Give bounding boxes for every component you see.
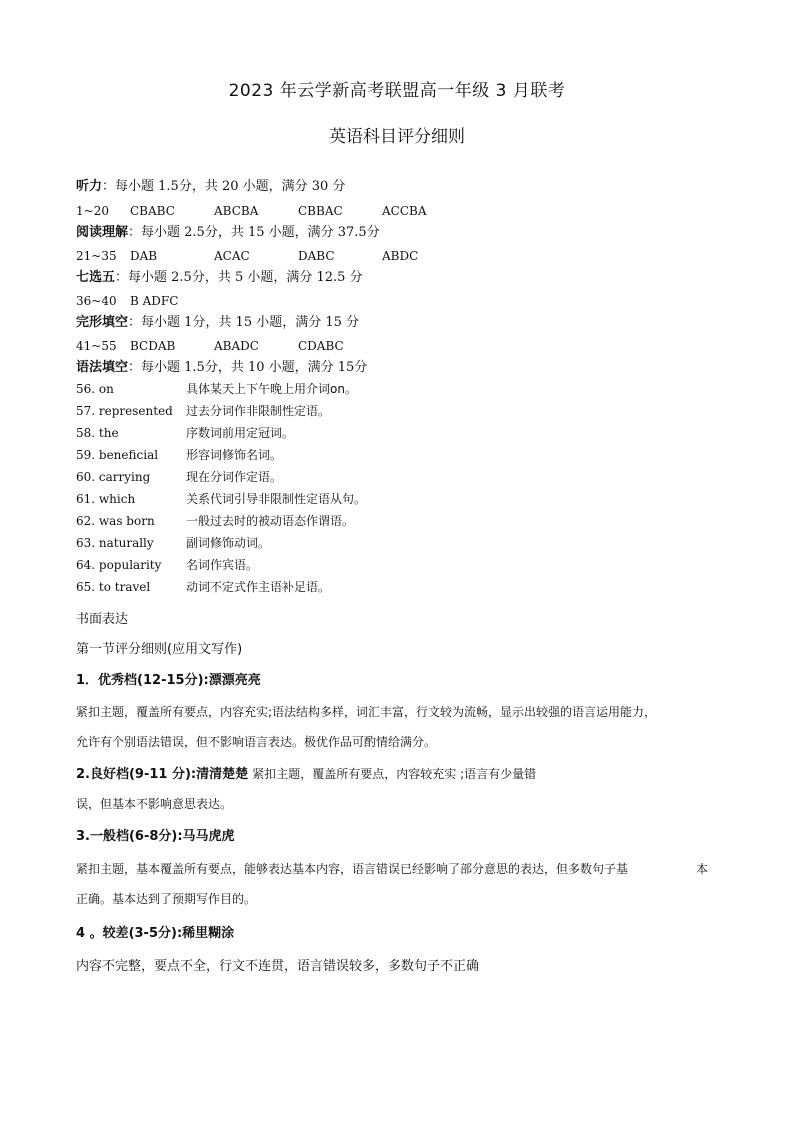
grammar-explanation: 形容词修饰名词。 (186, 448, 283, 462)
answer-group: CBBAC (298, 204, 343, 218)
level1-heading: 1．优秀档(12-15分):漂漂亮亮 (76, 673, 261, 688)
answer-group: CBABC (130, 204, 175, 218)
grammar-answer: 62. was born (76, 514, 155, 528)
grammar-answer: 58. the (76, 426, 119, 440)
grammar-explanation: 序数词前用定冠词。 (186, 426, 295, 440)
listening-desc: ：每小题 1.5分，共 20 小题，满分 30 分 (102, 179, 346, 194)
answer-group: ABDC (382, 249, 419, 263)
level1-text: 允许有个别语法错误，但不影响语言表达。极优作品可酌情给满分。 (76, 735, 437, 749)
writing-heading: 书面表达 (76, 612, 129, 627)
level3-text: 本 (696, 862, 709, 876)
level2-text: 误，但基本不影响意思表达。 (76, 797, 233, 811)
answer-group: DABC (298, 249, 335, 263)
level3-text: 正确。基本达到了预期写作目的。 (76, 892, 257, 906)
answer-group: BCDAB (130, 339, 176, 353)
level4-heading: 4 。较差(3-5分):稀里糊涂 (76, 926, 235, 941)
grammar-explanation: 具体某天上下午晚上用介词on。 (186, 382, 357, 396)
level2-heading: 2.良好档(9-11 分):清清楚楚 (76, 767, 249, 782)
grammar-label: 语法填空 (76, 360, 129, 375)
writing-section-title: 第一节评分细则(应用文写作) (76, 642, 243, 657)
cloze-desc: ：每小题 1分，共 15 小题，满分 15 分 (128, 315, 360, 330)
cloze-heading (76, 314, 359, 332)
answer-group: ACCBA (382, 204, 427, 218)
cloze-label: 完形填空 (76, 315, 129, 330)
reading-label: 阅读理解 (76, 225, 129, 240)
grammar-explanation: 过去分词作非限制性定语。 (186, 404, 331, 418)
level4-text: 内容不完整，要点不全，行文不连贯，语言错误较多，多数句子不正确 (76, 959, 480, 974)
answer-range: 36~40 (76, 294, 117, 308)
seven-desc: ：每小题 2.5分，共 5 小题，满分 12.5 分 (115, 270, 363, 285)
level2-heading-row (76, 765, 536, 784)
grammar-explanation: 动词不定式作主语补足语。 (186, 580, 331, 594)
answer-range: 41~55 (76, 339, 117, 353)
grammar-answer: 63. naturally (76, 536, 154, 550)
grammar-explanation: 一般过去时的被动语态作谓语。 (186, 514, 355, 528)
grammar-explanation: 现在分词作定语。 (186, 470, 283, 484)
reading-desc: ：每小题 2.5分，共 15 小题，满分 37.5分 (128, 225, 380, 240)
grammar-heading (76, 359, 367, 377)
answer-group: ABCBA (214, 204, 259, 218)
level3-text: 紧扣主题，基本覆盖所有要点，能够表达基本内容，语言错误已经影响了部分意思的表达，但多数句子基 (76, 862, 629, 876)
grammar-explanation: 副词修饰动词。 (186, 536, 271, 550)
level3-heading: 3.一般档(6-8分):马马虎虎 (76, 829, 235, 844)
reading-heading (76, 224, 380, 242)
listening-heading (76, 178, 345, 196)
listening-label: 听力 (76, 179, 103, 194)
grammar-answer: 60. carrying (76, 470, 151, 484)
page-title: 2023 年云学新高考联盟高一年级 3 月联考 (228, 81, 566, 101)
page-subtitle: 英语科目评分细则 (329, 127, 465, 147)
grammar-answer: 65. to travel (76, 580, 151, 594)
grammar-answer: 56. on (76, 382, 114, 396)
grammar-explanation: 关系代词引导非限制性定语从句。 (186, 492, 367, 506)
grammar-explanation: 名词作宾语。 (186, 558, 259, 572)
answer-group: ABADC (214, 339, 259, 353)
grammar-desc: ：每小题 1.5分，共 10 小题，满分 15分 (128, 360, 368, 375)
answer-range: 1~20 (76, 204, 109, 218)
seven-label: 七选五 (76, 270, 116, 285)
grammar-answer: 57. represented (76, 404, 173, 418)
answer-group: ACAC (214, 249, 250, 263)
seven-heading (76, 269, 363, 287)
answer-group: DAB (130, 249, 158, 263)
grammar-answer: 64. popularity (76, 558, 162, 572)
answer-group: CDABC (298, 339, 344, 353)
level1-text: 紧扣主题，覆盖所有要点，内容充实;语法结构多样，词汇丰富，行文较为流畅，显示出较强的语言运用能力， (76, 705, 657, 719)
answer-group: B ADFC (130, 294, 179, 308)
grammar-answer: 59. beneficial (76, 448, 159, 462)
grammar-answer: 61. which (76, 492, 136, 506)
answer-range: 21~35 (76, 249, 117, 263)
level2-text: 紧扣主题，覆盖所有要点，内容较充实 ;语言有少量错 (252, 767, 537, 781)
